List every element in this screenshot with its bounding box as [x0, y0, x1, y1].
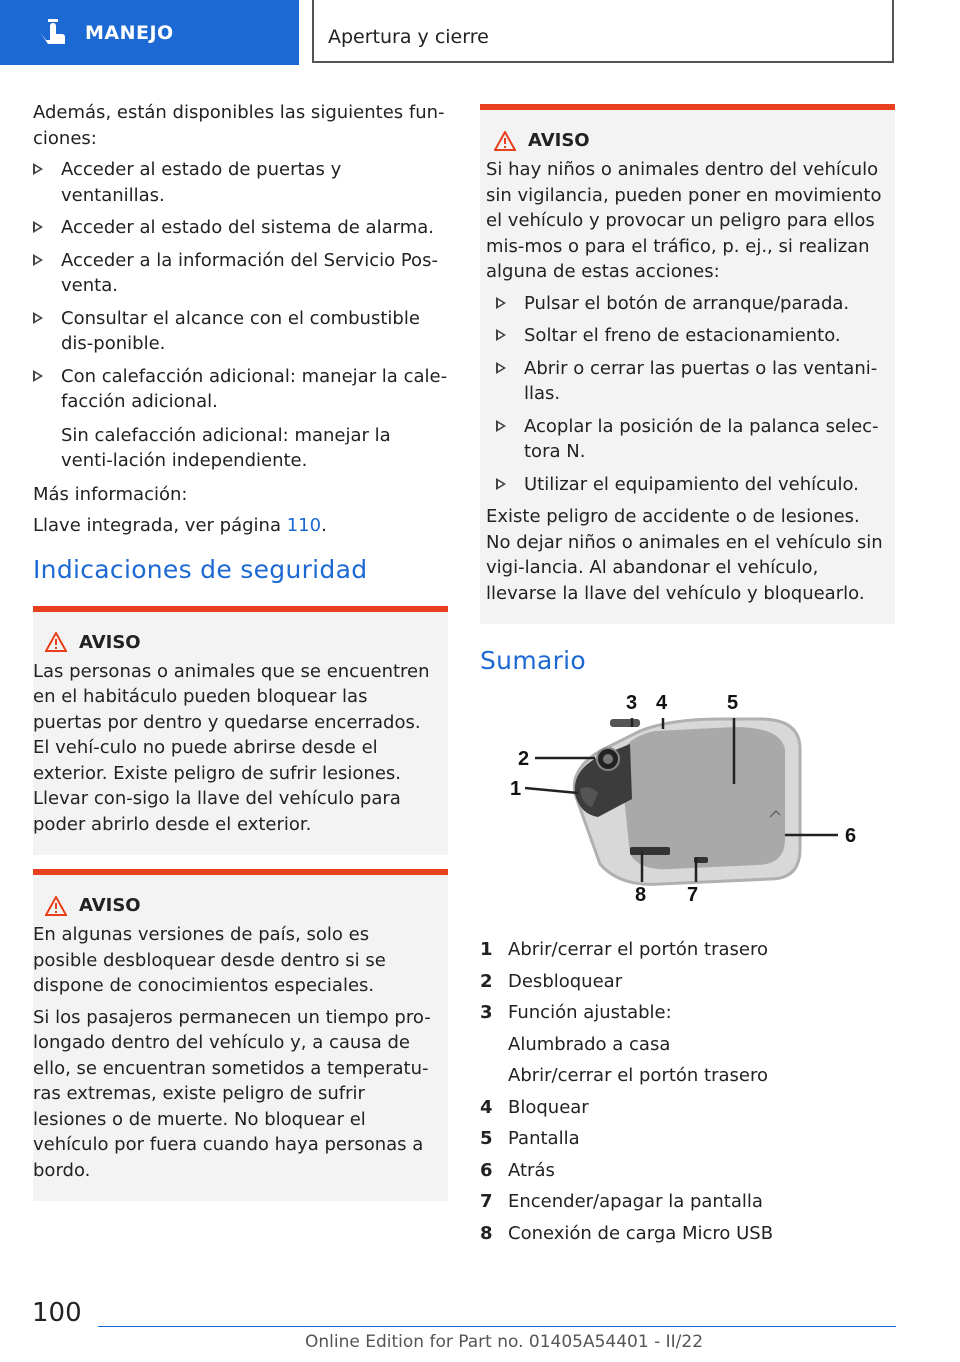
legend-item: 2 Desbloquear	[480, 970, 623, 992]
triangle-bullet-icon	[496, 362, 506, 374]
more-info-label: Más información:	[33, 483, 188, 505]
warning-label: AVISO	[79, 895, 141, 916]
page-number: 100	[32, 1298, 82, 1328]
steering-hand-icon	[36, 18, 68, 48]
callout-4: 4	[656, 692, 668, 714]
list-item: Soltar el freno de estacionamiento.	[496, 323, 885, 349]
callout-1: 1	[510, 778, 522, 800]
legend-item: 4 Bloquear	[480, 1096, 589, 1118]
legend-item: 3 Función ajustable:	[480, 1002, 672, 1023]
warning-text: Si los pasajeros permanecen un tiempo pro-longado dentro del vehículo y, a causa de ello, se encuentran sometidos a temperatu-ras extremas, existe peligro de sufrir lesiones o de muerte. No bloquear el vehículo por fuera cuando haya personas a bordo.	[33, 1006, 431, 1181]
warning-header	[486, 130, 885, 151]
warning-text: Las personas o animales que se encuentren en el habitáculo pueden bloquear las puertas por dentro y quedarse encerrados. El vehí-culo no puede abrirse desde el exterior. Existe peligro de sufrir lesiones. Llevar con-sigo la llave del vehículo para poder abrirlo desde el exterior.	[33, 660, 430, 835]
warning-triangle-icon	[494, 131, 516, 151]
callout-3: 3	[626, 692, 638, 714]
feature-list	[33, 157, 448, 415]
chapter-title: Apertura y cierre	[328, 26, 489, 48]
list-item: Con calefacción adicional: manejar la cale-facción adicional.	[33, 364, 448, 415]
list-item: Acceder al estado de puertas y ventanillas.	[33, 157, 448, 208]
legend-item: 8 Conexión de carga Micro USB	[480, 1222, 774, 1244]
list-item: Utilizar el equipamiento del vehículo.	[496, 472, 885, 498]
list-item: Pulsar el botón de arranque/parada.	[496, 291, 885, 317]
list-item: Acceder al estado del sistema de alarma.	[33, 215, 448, 241]
list-item: Acceder a la información del Servicio Pos-venta.	[33, 248, 448, 299]
edition-note: Online Edition for Part no. 01405A54401 - II/22	[305, 1332, 704, 1352]
section-label: MANEJO	[85, 22, 174, 44]
triangle-bullet-icon	[33, 254, 43, 266]
right-column	[480, 104, 895, 1252]
warning-action-list	[496, 291, 885, 498]
warning-header	[33, 895, 438, 916]
list-item: Abrir o cerrar las puertas o las ventani-llas.	[496, 356, 885, 407]
triangle-bullet-icon	[33, 221, 43, 233]
callout-7: 7	[687, 884, 699, 906]
legend-item: 6 Atrás	[480, 1159, 555, 1181]
triangle-bullet-icon	[496, 478, 506, 490]
callout-6: 6	[845, 825, 857, 847]
warning-triangle-icon	[45, 896, 67, 916]
page-link[interactable]: 110	[286, 515, 322, 536]
reference-line: Llave integrada, ver página 110.	[33, 515, 327, 536]
warning-text: Existe peligro de accidente o de lesiones. No dejar niños o animales en el vehículo sin vigi-lancia. Al abandonar el vehículo, llevarse la llave del vehículo y bloquearlo.	[486, 506, 883, 604]
warning-label: AVISO	[79, 631, 141, 653]
display-key-figure	[480, 689, 895, 919]
section-heading: Sumario	[480, 646, 587, 675]
callout-5: 5	[727, 692, 739, 714]
triangle-bullet-icon	[33, 370, 43, 382]
legend-item: 1 Abrir/cerrar el portón trasero	[480, 939, 769, 960]
warning-box	[480, 104, 895, 624]
warning-triangle-icon	[45, 632, 67, 652]
triangle-bullet-icon	[33, 163, 43, 175]
warning-box	[33, 606, 448, 856]
legend-item: 5 Pantalla	[480, 1128, 580, 1149]
chapter-title-box	[312, 0, 894, 63]
triangle-bullet-icon	[496, 420, 506, 432]
list-item-subtext: Sin calefacción adicional: manejar la venti-lación independiente.	[61, 424, 391, 471]
header-section-tab	[0, 0, 299, 65]
warning-box	[33, 869, 448, 1201]
legend-item: 7 Encender/apagar la pantalla	[480, 1191, 763, 1212]
intro-text: Además, están disponibles las siguientes fun-ciones:	[33, 102, 445, 149]
triangle-bullet-icon	[33, 312, 43, 324]
triangle-bullet-icon	[496, 329, 506, 341]
list-item: Acoplar la posición de la palanca selec-tora N.	[496, 414, 885, 465]
warning-text: En algunas versiones de país, solo es posible desbloquear desde dentro si se dispone de conocimientos especiales.	[33, 924, 386, 996]
triangle-bullet-icon	[496, 297, 506, 309]
legend-subitem: Alumbrado a casa	[508, 1033, 671, 1055]
warning-label: AVISO	[528, 130, 590, 151]
callout-2: 2	[518, 748, 530, 770]
left-column	[33, 100, 448, 1215]
warning-header	[33, 632, 438, 653]
legend-subitem: Abrir/cerrar el portón trasero	[508, 1065, 769, 1086]
list-item: Consultar el alcance con el combustible dis-ponible.	[33, 306, 448, 357]
warning-text: Si hay niños o animales dentro del vehículo sin vigilancia, pueden poner en movimiento el vehículo y provocar un peligro para ellos mis-mos o para el tráfico, p. ej., si realizan alguna de estas acciones:	[486, 159, 882, 282]
callout-8: 8	[635, 884, 647, 906]
figure-legend	[480, 937, 895, 1246]
section-heading: Indicaciones de seguridad	[33, 554, 368, 584]
footer-divider	[98, 1326, 896, 1327]
